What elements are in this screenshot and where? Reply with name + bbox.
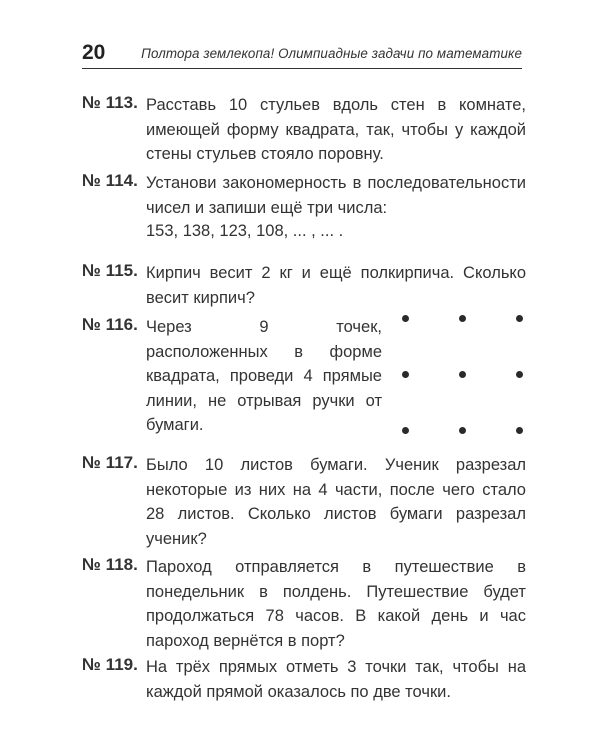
problem-text: Было 10 листов бумаги. Ученик разрезал некоторые из них на 4 части, после чего стало 28 листов. Сколько листов бумаги разрезал ученик? bbox=[146, 456, 526, 548]
problem-number: № 116. bbox=[82, 315, 138, 334]
grid-dot bbox=[516, 427, 523, 434]
problem-number: № 113. bbox=[82, 93, 138, 112]
grid-dot bbox=[459, 371, 466, 378]
grid-dot bbox=[459, 315, 466, 322]
problem-text: Кирпич весит 2 кг и ещё полкирпича. Сколько весит кирпич? bbox=[146, 264, 526, 307]
grid-dot bbox=[402, 427, 409, 434]
problem-text: Установи закономерность в последовательности чисел и запиши ещё три числа: bbox=[146, 174, 526, 217]
grid-dot bbox=[516, 371, 523, 378]
problem-text: Расставь 10 стульев вдоль стен в комнате, имеющей форму квадрата, так, чтобы у каждой стены стульев стояло поровну. bbox=[146, 96, 526, 163]
grid-dot bbox=[402, 315, 409, 322]
number-sequence: 153, 138, 123, 108, ... , ... . bbox=[146, 222, 344, 240]
grid-dot bbox=[402, 371, 409, 378]
header-divider bbox=[82, 68, 522, 69]
problem-number: № 118. bbox=[82, 555, 138, 574]
problem-number: № 115. bbox=[82, 261, 138, 280]
page-number: 20 bbox=[82, 41, 106, 64]
problem-number: № 114. bbox=[82, 171, 138, 190]
running-title: Полтора землекопа! Олимпиадные задачи по математике bbox=[141, 46, 522, 61]
problem-number: № 117. bbox=[82, 453, 138, 472]
grid-dot bbox=[459, 427, 466, 434]
grid-dot bbox=[516, 315, 523, 322]
page-header bbox=[82, 40, 522, 70]
problem-number: № 119. bbox=[82, 655, 138, 674]
problem-text: Пароход отправляется в путешествие в понедельник в полдень. Путешествие будет продолжаться 78 часов. В какой день и час пароход вернётся в порт? bbox=[146, 558, 526, 650]
problem-text: Через 9 точек, расположенных в форме квадрата, проведи 4 прямые линии, не отрывая ручки от бумаги. bbox=[146, 318, 382, 434]
problem-text: На трёх прямых отметь 3 точки так, чтобы на каждой прямой оказалось по две точки. bbox=[146, 658, 526, 701]
